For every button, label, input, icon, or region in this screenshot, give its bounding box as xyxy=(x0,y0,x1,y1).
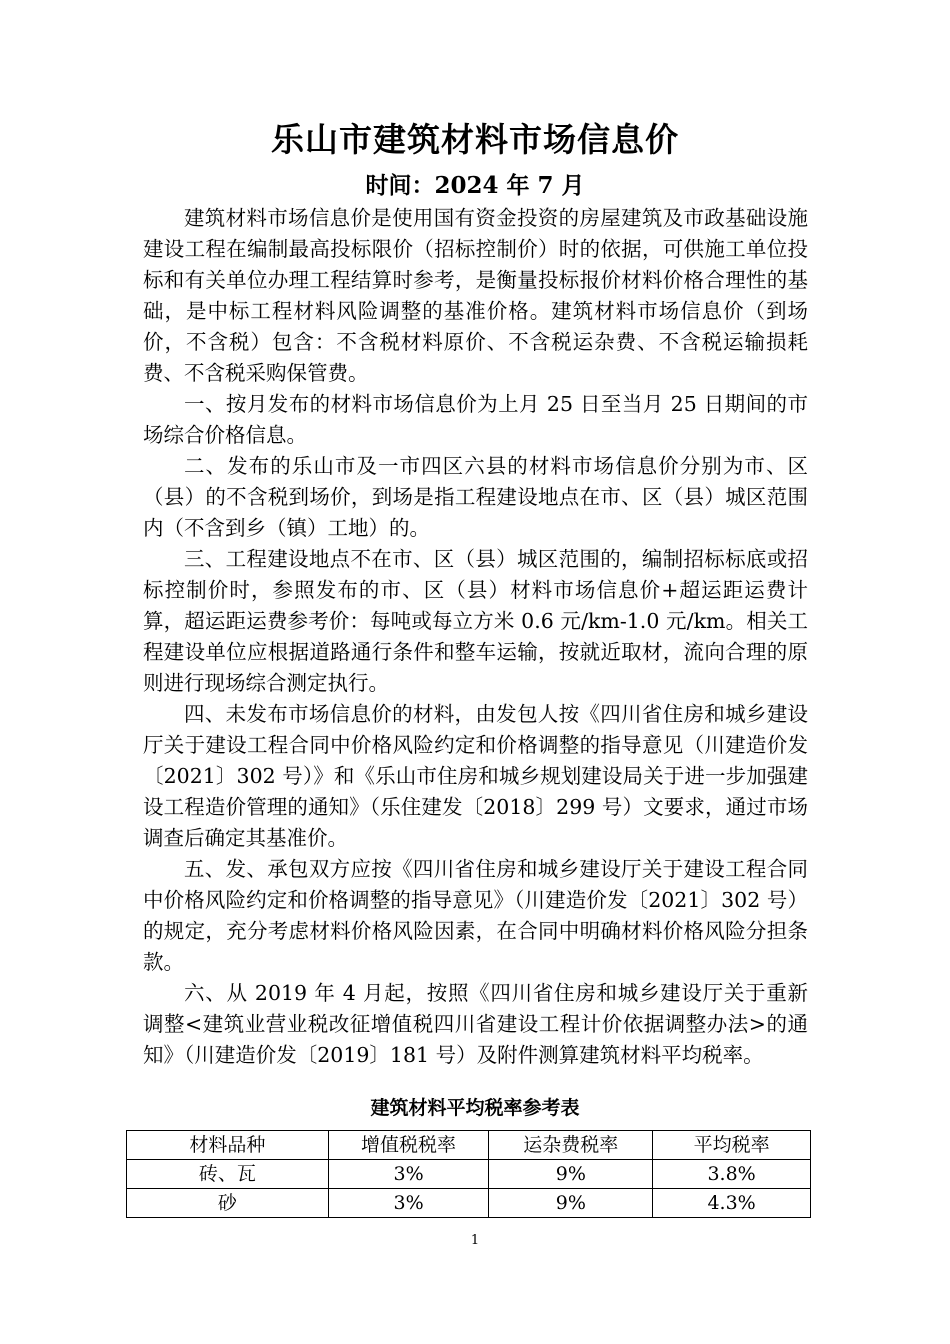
header-freight-tax-rate: 运杂费税率 xyxy=(489,1131,653,1160)
clause-1-paragraph: 一、按月发布的材料市场信息价为上月 25 日至当月 25 日期间的市场综合价格信息。 xyxy=(143,392,808,447)
document-body xyxy=(143,203,808,1071)
rate-table xyxy=(126,1130,811,1218)
document-title: 乐山市建筑材料市场信息价 xyxy=(271,120,679,159)
clause-6-paragraph: 六、从 2019 年 4 月起，按照《四川省住房和城乡建设厅关于重新调整<建筑业营业税改征增值税四川省建设工程计价依据调整办法>的通知》（川建造价发〔2019〕181 号）及附件测算建筑材料平均税率。 xyxy=(143,981,808,1067)
table-cell: 3% xyxy=(328,1189,489,1218)
rate-table-title: 建筑材料平均税率参考表 xyxy=(370,1097,580,1119)
header-average-tax-rate: 平均税率 xyxy=(653,1131,811,1160)
table-cell: 9% xyxy=(489,1189,653,1218)
clause-2-paragraph: 二、发布的乐山市及一市四区六县的材料市场信息价分别为市、区（县）的不含税到场价，到场是指工程建设地点在市、区（县）城区范围内（不含到乡（镇）工地）的。 xyxy=(143,454,808,540)
table-cell: 3.8% xyxy=(653,1160,811,1189)
table-row xyxy=(127,1160,811,1189)
table-cell: 砖、瓦 xyxy=(127,1160,329,1189)
header-material-type: 材料品种 xyxy=(127,1131,329,1160)
table-cell: 3% xyxy=(328,1160,489,1189)
document-date: 时间：2024 年 7 月 xyxy=(365,172,585,199)
table-cell: 砂 xyxy=(127,1189,329,1218)
header-vat-rate: 增值税税率 xyxy=(328,1131,489,1160)
table-cell: 9% xyxy=(489,1160,653,1189)
clause-3-paragraph: 三、工程建设地点不在市、区（县）城区范围的，编制招标标底或招标控制价时，参照发布的市、区（县）材料市场信息价+超运距运费计算，超运距运费参考价：每吨或每立方米 0.6 元/km-1.0 元/km。相关工程建设单位应根据道路通行条件和整车运输，按就近取材，流向合理的原则进行现场综合测定执行。 xyxy=(143,547,808,695)
table-header-row xyxy=(127,1131,811,1160)
intro-paragraph: 建筑材料市场信息价是使用国有资金投资的房屋建筑及市政基础设施建设工程在编制最高投标限价（招标控制价）时的依据，可供施工单位投标和有关单位办理工程结算时参考，是衡量投标报价材料价格合理性的基础，是中标工程材料风险调整的基准价格。建筑材料市场信息价（到场价，不含税）包含：不含税材料原价、不含税运杂费、不含税运输损耗费、不含税采购保管费。 xyxy=(143,206,808,385)
table-row xyxy=(127,1189,811,1218)
clause-4-paragraph: 四、未发布市场信息价的材料，由发包人按《四川省住房和城乡建设厅关于建设工程合同中价格风险约定和价格调整的指导意见（川建造价发〔2021〕302 号）》和《乐山市住房和城乡规划建设局关于进一步加强建设工程造价管理的通知》（乐住建发〔2018〕299 号）文要求，通过市场调查后确定其基准价。 xyxy=(143,702,808,850)
page-number: 1 xyxy=(470,1233,480,1248)
table-cell: 4.3% xyxy=(653,1189,811,1218)
clause-5-paragraph: 五、发、承包双方应按《四川省住房和城乡建设厅关于建设工程合同中价格风险约定和价格调整的指导意见》（川建造价发〔2021〕302 号）的规定，充分考虑材料价格风险因素，在合同中明确材料价格风险分担条款。 xyxy=(143,857,808,974)
